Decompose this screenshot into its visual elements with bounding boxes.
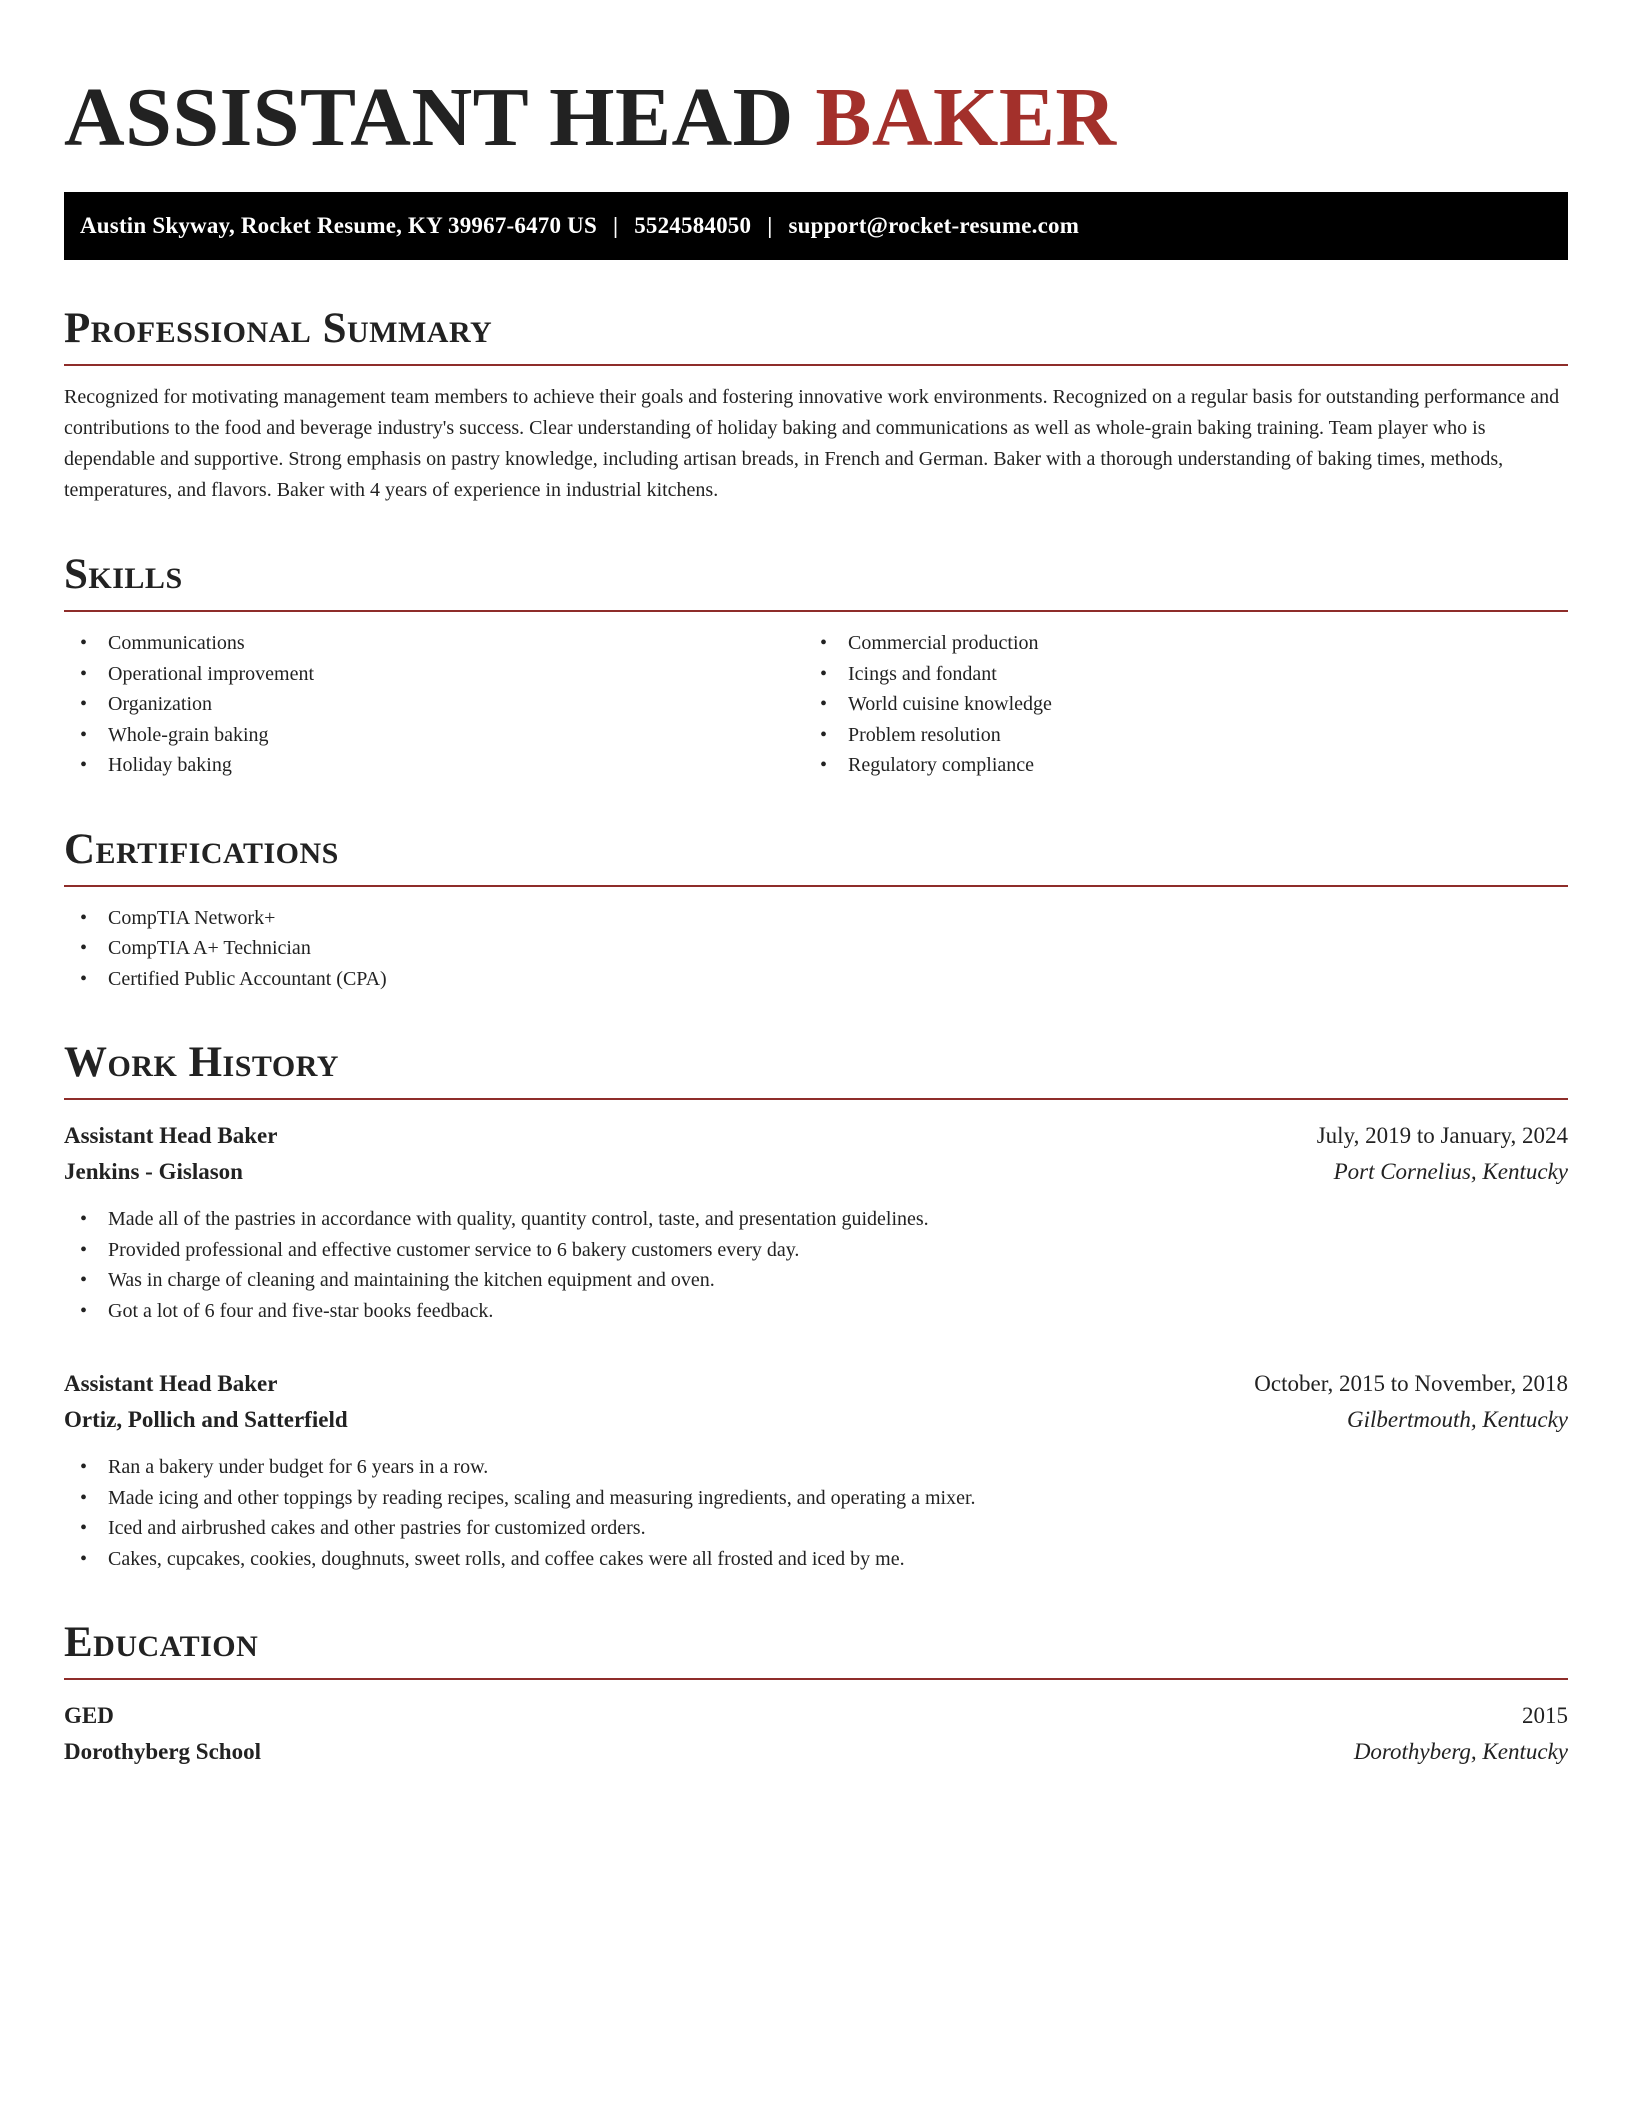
skill-item: • Icings and fondant xyxy=(804,659,1544,690)
job-header-row xyxy=(64,1118,1568,1154)
name-first: ASSISTANT HEAD xyxy=(64,71,794,164)
summary-section xyxy=(64,304,1568,506)
section-title-summary: Professional Summary xyxy=(64,304,1568,366)
certifications-list xyxy=(64,903,1568,995)
skill-item: • Holiday baking xyxy=(64,750,804,781)
skills-list-right xyxy=(804,628,1544,781)
education-location: Dorothyberg, Kentucky xyxy=(1353,1739,1568,1764)
skill-item: • Commercial production xyxy=(804,628,1544,659)
contact-separator: | xyxy=(612,213,619,238)
certification-item: • CompTIA A+ Technician xyxy=(64,933,1568,964)
resume-name xyxy=(64,60,1568,176)
job-bullets xyxy=(64,1204,1568,1326)
name-last: BAKER xyxy=(815,71,1117,164)
summary-text: Recognized for motivating management team members to achieve their goals and fostering innovative work environments. Recognized on a regular basis for outstanding performance and contributions to the food and beverage industry's success. Clear understanding of holiday baking and communications as well as whole-grain baking training. Team player who is dependable and supportive. Strong emphasis on pastry knowledge, including artisan breads, in French and German. Baker with a thorough understanding of baking times, methods, temperatures, and flavors. Baker with 4 years of experience in industrial kitchens. xyxy=(64,386,1560,501)
job-title: Assistant Head Baker xyxy=(64,1371,278,1396)
job-bullet: • Made all of the pastries in accordance with quality, quantity control, taste, and presentation guidelines. xyxy=(64,1204,1568,1235)
skill-item: • Communications xyxy=(64,628,804,659)
job-company: Jenkins - Gislason xyxy=(64,1159,243,1184)
certification-item: • Certified Public Accountant (CPA) xyxy=(64,964,1568,995)
skill-item: • Problem resolution xyxy=(804,720,1544,751)
skill-item: • Organization xyxy=(64,689,804,720)
certifications-section xyxy=(64,825,1568,995)
section-title-certifications: Certifications xyxy=(64,825,1568,887)
job-entry xyxy=(64,1118,1568,1326)
skill-item: • World cuisine knowledge xyxy=(804,689,1544,720)
job-bullet: • Cakes, cupcakes, cookies, doughnuts, sweet rolls, and coffee cakes were all frosted and iced by me. xyxy=(64,1544,1568,1575)
contact-email: support@rocket-resume.com xyxy=(788,213,1080,238)
section-title-work-history: Work History xyxy=(64,1038,1568,1100)
job-bullet: • Made icing and other toppings by reading recipes, scaling and measuring ingredients, and operating a mixer. xyxy=(64,1483,1568,1514)
certification-item: • CompTIA Network+ xyxy=(64,903,1568,934)
education-school: Dorothyberg School xyxy=(64,1739,261,1764)
job-bullet: • Iced and airbrushed cakes and other pastries for customized orders. xyxy=(64,1513,1568,1544)
job-company-row xyxy=(64,1154,1568,1190)
skill-item: • Regulatory compliance xyxy=(804,750,1544,781)
job-bullet: • Ran a bakery under budget for 6 years in a row. xyxy=(64,1452,1568,1483)
education-year: 2015 xyxy=(1522,1703,1568,1728)
job-bullet: • Got a lot of 6 four and five-star books feedback. xyxy=(64,1296,1568,1327)
skill-item: • Operational improvement xyxy=(64,659,804,690)
job-bullet: • Provided professional and effective customer service to 6 bakery customers every day. xyxy=(64,1235,1568,1266)
section-title-education: Education xyxy=(64,1618,1568,1680)
job-dates: October, 2015 to November, 2018 xyxy=(1254,1371,1568,1396)
job-location: Gilbertmouth, Kentucky xyxy=(1346,1407,1568,1432)
contact-address: Austin Skyway, Rocket Resume, KY 39967-6470 US xyxy=(80,213,597,238)
education-header-row xyxy=(64,1698,1568,1734)
job-header-row xyxy=(64,1366,1568,1402)
contact-phone: 5524584050 xyxy=(634,213,752,238)
skill-item: • Whole-grain baking xyxy=(64,720,804,751)
contact-separator: | xyxy=(767,213,773,238)
job-dates: July, 2019 to January, 2024 xyxy=(1316,1123,1568,1148)
skills-grid xyxy=(64,628,1568,781)
job-company: Ortiz, Pollich and Satterfield xyxy=(64,1407,348,1432)
education-degree: GED xyxy=(64,1703,114,1728)
job-location: Port Cornelius, Kentucky xyxy=(1333,1159,1568,1184)
job-company-row xyxy=(64,1402,1568,1438)
contact-bar xyxy=(64,192,1568,260)
education-entry xyxy=(64,1698,1568,1770)
job-bullet: • Was in charge of cleaning and maintaining the kitchen equipment and oven. xyxy=(64,1265,1568,1296)
skills-section xyxy=(64,550,1568,781)
job-bullets xyxy=(64,1452,1568,1574)
skills-list-left xyxy=(64,628,804,781)
job-entry xyxy=(64,1366,1568,1574)
section-title-skills: Skills xyxy=(64,550,1568,612)
work-history-section xyxy=(64,1038,1568,1574)
education-school-row xyxy=(64,1734,1568,1770)
job-title: Assistant Head Baker xyxy=(64,1123,278,1148)
education-section xyxy=(64,1618,1568,1770)
